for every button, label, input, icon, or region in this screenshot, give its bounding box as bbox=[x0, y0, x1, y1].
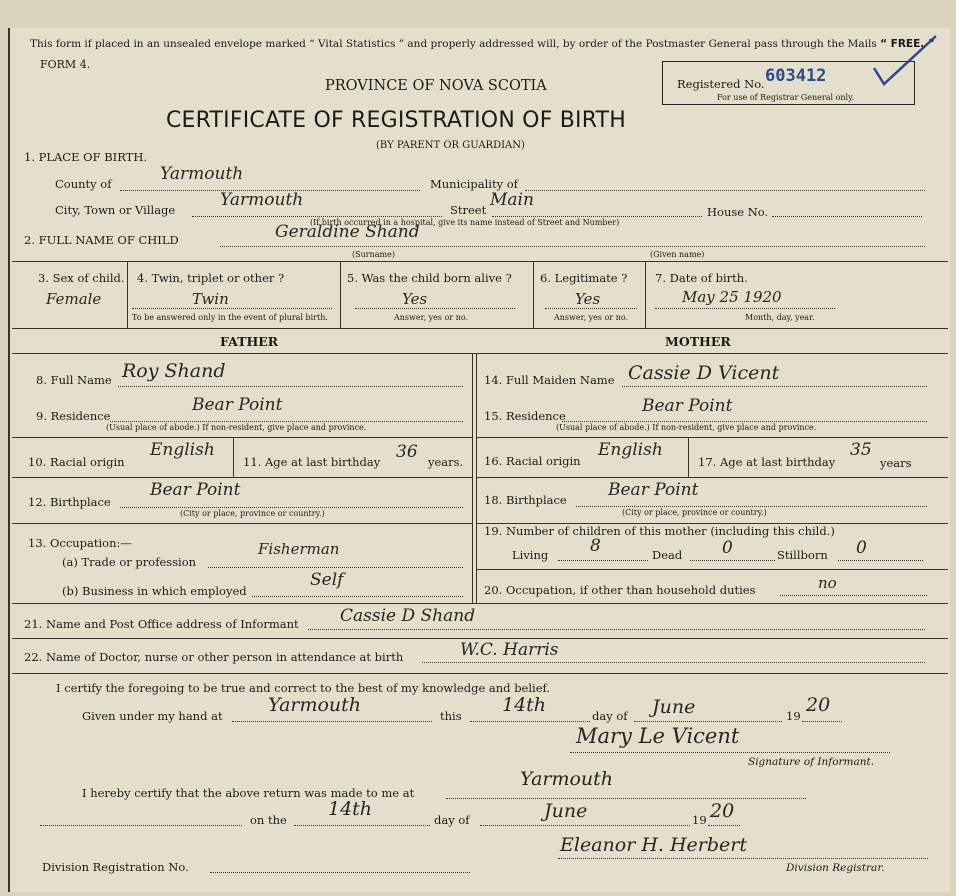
mother-heading: MOTHER bbox=[665, 334, 731, 349]
legit-label: 6. Legitimate ? bbox=[540, 271, 628, 285]
father-name-value: Roy Shand bbox=[122, 360, 226, 382]
living-value: 8 bbox=[590, 536, 601, 556]
mother-age-label: 17. Age at last birthday bbox=[698, 455, 836, 469]
legit-value: Yes bbox=[575, 290, 601, 308]
municipality-label: Municipality of bbox=[430, 177, 518, 191]
informant-signature: Mary Le Vicent bbox=[576, 724, 740, 748]
father-bp-value: Bear Point bbox=[150, 480, 241, 500]
mother-occ-label: 20. Occupation, if other than household duties bbox=[484, 583, 756, 597]
mother-name-value: Cassie D Vicent bbox=[628, 362, 780, 384]
registrar-month: June bbox=[544, 800, 588, 822]
doctor-value: W.C. Harris bbox=[460, 640, 559, 660]
alive-value: Yes bbox=[402, 290, 428, 308]
street-value: Main bbox=[490, 190, 534, 210]
certify-month: June bbox=[652, 696, 696, 718]
mother-years-label: years bbox=[880, 456, 912, 470]
twin-value: Twin bbox=[192, 290, 229, 308]
stillborn-label: Stillborn bbox=[777, 548, 828, 562]
living-label: Living bbox=[512, 548, 549, 562]
registrar-dayof-label: day of bbox=[434, 813, 470, 827]
father-race-label: 10. Racial origin bbox=[28, 455, 125, 469]
mother-occ-value: no bbox=[818, 574, 837, 592]
form-number: FORM 4. bbox=[40, 58, 91, 71]
twin-note: To be answered only in the event of plural birth. bbox=[132, 313, 328, 322]
registrar-year-suffix: 20 bbox=[710, 800, 735, 822]
notice-prefix: This form if placed in an unsealed envelope marked bbox=[30, 38, 306, 50]
father-res-value: Bear Point bbox=[192, 395, 283, 415]
certify-dayof-label: day of bbox=[592, 709, 628, 723]
registered-note: For use of Registrar General only. bbox=[717, 93, 855, 102]
stillborn-value: 0 bbox=[856, 538, 867, 558]
mother-age-value: 35 bbox=[850, 440, 872, 460]
place-heading: 1. PLACE OF BIRTH. bbox=[24, 150, 148, 164]
notice-free: “ FREE. ” bbox=[880, 38, 935, 50]
given-note: (Given name) bbox=[650, 250, 705, 259]
county-value: Yarmouth bbox=[160, 164, 244, 184]
father-res-label: 9. Residence bbox=[36, 409, 111, 423]
alive-note: Answer, yes or no. bbox=[394, 313, 469, 322]
father-business-label: (b) Business in which employed bbox=[62, 584, 247, 598]
alive-label: 5. Was the child born alive ? bbox=[347, 271, 512, 285]
this-label: this bbox=[440, 709, 462, 723]
hospital-note: (If birth occurred in a hospital, give its name instead of Street and Number) bbox=[310, 218, 620, 227]
mother-bp-value: Bear Point bbox=[608, 480, 699, 500]
doctor-label: 22. Name of Doctor, nurse or other person in attendance at birth bbox=[24, 650, 404, 664]
father-bp-label: 12. Birthplace bbox=[28, 495, 111, 509]
registrar-line: I hereby certify that the above return was made to me at bbox=[82, 786, 415, 800]
twin-label: 4. Twin, triplet or other ? bbox=[137, 271, 285, 285]
father-trade-label: (a) Trade or profession bbox=[62, 555, 197, 569]
sex-value: Female bbox=[46, 290, 102, 308]
mother-res-note: (Usual place of abode.) If non-resident, give place and province. bbox=[556, 423, 817, 432]
subtitle: (BY PARENT OR GUARDIAN) bbox=[376, 140, 525, 151]
child-name-value: Geraldine Shand bbox=[275, 222, 420, 242]
father-age-value: 36 bbox=[396, 442, 418, 462]
father-race-value: English bbox=[150, 440, 215, 460]
certify-year-prefix: 19 bbox=[786, 709, 801, 723]
given-label: Given under my hand at bbox=[82, 709, 223, 723]
children-label: 19. Number of children of this mother (including this child.) bbox=[484, 524, 835, 538]
father-name-label: 8. Full Name bbox=[36, 373, 112, 387]
province-heading: PROVINCE OF NOVA SCOTIA bbox=[325, 78, 547, 94]
mother-res-value: Bear Point bbox=[642, 396, 733, 416]
father-years-label: years. bbox=[428, 455, 464, 469]
informant-label: 21. Name and Post Office address of Informant bbox=[24, 617, 299, 631]
mother-res-label: 15. Residence bbox=[484, 409, 566, 423]
informant-value: Cassie D Shand bbox=[340, 606, 476, 626]
registrar-signature: Eleanor H. Herbert bbox=[560, 834, 747, 856]
surname-note: (Surname) bbox=[352, 250, 395, 259]
notice-middle: and properly addressed will, by order of the Postmaster General pass through the Mails bbox=[407, 38, 877, 50]
father-business-value: Self bbox=[310, 570, 344, 590]
city-value: Yarmouth bbox=[220, 190, 304, 210]
dob-note: Month, day, year. bbox=[745, 313, 815, 322]
registered-number: 603412 bbox=[765, 66, 827, 86]
father-age-label: 11. Age at last birthday bbox=[243, 455, 381, 469]
certify-line: I certify the foregoing to be true and correct to the best of my knowledge and belief. bbox=[56, 681, 551, 695]
registrar-day: 14th bbox=[328, 798, 373, 820]
div-reg-no-label: Division Registration No. bbox=[42, 860, 189, 874]
certify-year-suffix: 20 bbox=[806, 694, 831, 716]
father-trade-value: Fisherman bbox=[258, 540, 340, 558]
page-title: CERTIFICATE OF REGISTRATION OF BIRTH bbox=[166, 108, 626, 133]
street-label: Street bbox=[450, 203, 487, 217]
certify-day: 14th bbox=[502, 694, 547, 716]
dob-value: May 25 1920 bbox=[682, 288, 782, 306]
division-registrar-label: Division Registrar. bbox=[786, 862, 885, 874]
mother-race-label: 16. Racial origin bbox=[484, 454, 581, 468]
notice-vital: “ Vital Statistics ” bbox=[309, 38, 405, 50]
legit-note: Answer, yes or no. bbox=[554, 313, 629, 322]
mother-bp-note: (City or place, province or country.) bbox=[622, 508, 767, 517]
father-heading: FATHER bbox=[220, 334, 279, 349]
mother-bp-label: 18. Birthplace bbox=[484, 493, 567, 507]
dob-label: 7. Date of birth. bbox=[655, 271, 748, 285]
registrar-on-label: on the bbox=[250, 813, 287, 827]
registrar-place: Yarmouth bbox=[520, 768, 614, 790]
sex-label: 3. Sex of child. bbox=[38, 271, 125, 285]
father-bp-note: (City or place, province or country.) bbox=[180, 509, 325, 518]
father-res-note: (Usual place of abode.) If non-resident, give place and province. bbox=[106, 423, 367, 432]
registered-label: Registered No. bbox=[677, 77, 765, 91]
registrar-year-prefix: 19 bbox=[692, 813, 707, 827]
mother-name-label: 14. Full Maiden Name bbox=[484, 373, 615, 387]
certificate-sheet bbox=[8, 28, 950, 892]
father-occ-label: 13. Occupation:— bbox=[28, 536, 132, 550]
certify-place: Yarmouth bbox=[268, 694, 362, 716]
dead-value: 0 bbox=[722, 538, 733, 558]
mother-race-value: English bbox=[598, 440, 663, 460]
county-label: County of bbox=[55, 177, 112, 191]
city-label: City, Town or Village bbox=[55, 203, 176, 217]
house-label: House No. bbox=[707, 205, 769, 219]
child-name-label: 2. FULL NAME OF CHILD bbox=[24, 233, 179, 247]
postal-notice bbox=[30, 38, 935, 50]
signature-informant-label: Signature of Informant. bbox=[748, 756, 875, 768]
dead-label: Dead bbox=[652, 548, 683, 562]
check-mark-icon bbox=[870, 30, 940, 90]
